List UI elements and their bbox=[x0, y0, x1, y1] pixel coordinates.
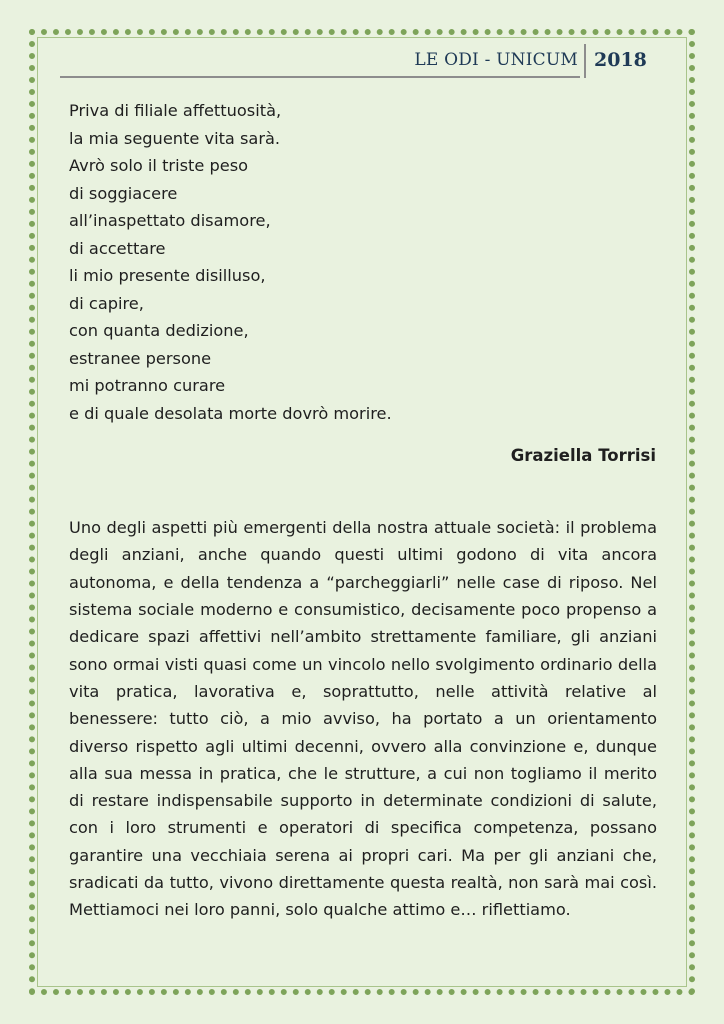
poem-line: e di quale desolata morte dovrò morire. bbox=[69, 403, 392, 423]
poem-line: all’inaspettato disamore, bbox=[69, 211, 271, 230]
poem-line: mi potranno curare bbox=[69, 376, 226, 395]
poem-line: di accettare bbox=[69, 238, 166, 258]
header-title: LE ODI - UNICUM bbox=[414, 50, 578, 70]
header-year: 2018 bbox=[594, 49, 647, 71]
poem-line: li mio presente disilluso, bbox=[69, 266, 266, 285]
poem bbox=[69, 97, 392, 427]
page-header bbox=[60, 44, 664, 78]
poem-line: la mia seguente vita sarà. bbox=[69, 128, 281, 148]
commentary-paragraph: Uno degli aspetti più emergenti della nostra attuale società: il problema degli anziani, anche quando questi ultimi godono di vita ancora autonoma, e della tendenza a “parcheggiarli” nelle case di riposo. Nel sistema sociale moderno e consumistico, decisamente poco propenso a dedicare spazi affettivi nell’ambito strettamente familiare, gli anziani sono ormai visti quasi come un vincolo nello svolgimento ordinario della vita pratica, lavorativa e, soprattutto, nelle attività relative al benessere: tutto ciò, a mio avviso, ha portato a un orientamento diverso rispetto agli ultimi decenni, ovvero alla convinzione e, dunque alla sua messa in pratica, che le strutture, a cui non togliamo il merito di restare indispensabile supporto in determinate condizioni di salute, con i loro strumenti e operatori di specifica competenza, possano garantire una vecchiaia serena ai propri cari. Ma per gli anziani che, sradicati da tutto, vivono direttamente questa realtà, non sarà mai così. Mettiamoci nei loro panni, solo qualche attimo e… riflettiamo. bbox=[69, 518, 657, 920]
poem-line: Priva di filiale affettuosità, bbox=[69, 101, 282, 120]
poem-line: Avrò solo il triste peso bbox=[69, 156, 249, 175]
poem-line: con quanta dedizione, bbox=[69, 321, 249, 340]
poem-line: estranee persone bbox=[69, 348, 212, 368]
header-rule bbox=[60, 76, 580, 78]
header-separator bbox=[584, 44, 586, 78]
poem-line: di capire, bbox=[69, 293, 144, 313]
poem-author: Graziella Torrisi bbox=[510, 446, 656, 465]
poem-line: di soggiacere bbox=[69, 183, 178, 203]
